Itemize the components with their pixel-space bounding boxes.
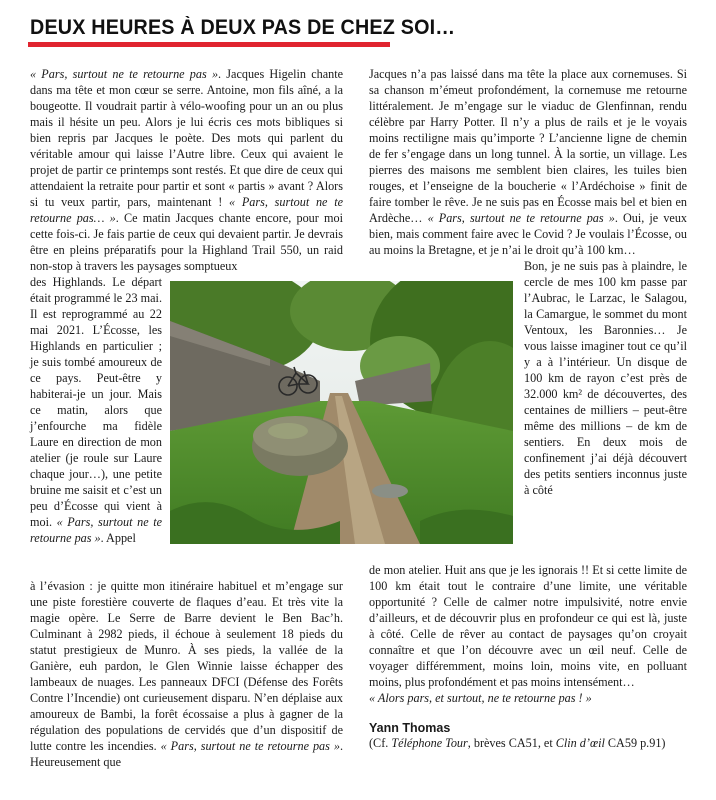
quote-2: « Pars, surtout ne te retourne pas… » — [30, 195, 343, 225]
credit-part-b: , brèves CA51, et — [467, 736, 556, 750]
right-top-tail: . Oui, je veux bien, mais comment faire avec le Covid ? Je voulais l’Écosse, ou au moins la Bretagne, et je n’ai le droit qu’à 100 km… — [369, 211, 688, 257]
left-column-wrap — [30, 274, 162, 546]
author-name: Yann Thomas — [369, 721, 451, 735]
left-column-top — [30, 66, 343, 276]
quote-5: « Pars, surtout ne te retourne pas » — [427, 211, 615, 225]
quote-4: « Pars, surtout ne te retourne pas » — [160, 739, 340, 753]
quote-3: « Pars, surtout ne te retourne pas » — [30, 515, 162, 545]
right-column-top — [369, 66, 687, 258]
closing-quote: « Alors pars, et surtout, ne te retourne pas ! » — [369, 691, 592, 705]
right-column-bottom — [369, 562, 687, 706]
right-column-wrap — [524, 258, 687, 498]
photo-illustration — [170, 281, 513, 544]
right-top-text: Jacques n’a pas laissé dans ma tête la place aux cornemuses. Si sa chanson m’émeut profondément, la cornemuse me retourne littéralement. Je m’engage sur le viaduc de Glenfinnan, rendu célèbre par Harry Potter. Il n’y a plus de rails et je le voyais moins rectiligne mais qu’importe ? L’ancienne ligne de chemin de fer s’engage dans un long tunnel. À la sortie, un village. Les pierres des maisons me semblent bien claires, les tuiles bien rouges, et l’enseigne de la boucherie « l’Ardéchoise » finit de faire tomber le rêve. Je ne suis pas en Écosse mais bel et bien en Ardèche… — [369, 67, 687, 225]
credit-line — [369, 736, 665, 751]
title-underline — [28, 42, 390, 47]
article-title: DEUX HEURES À DEUX PAS DE CHEZ SOI… — [30, 16, 456, 39]
right-top-paragraph — [369, 66, 687, 258]
text-1: . Jacques Higelin chante dans ma tête et mon cœur se serre. Antoine, mon fils aîné, a la bougeotte. Il voudrait partir à vélo-woofing pour un an ou plus mais il hésite un peu. Alors je lui écris ces mots bibliques si bien repris par Jacques le poète. Des mots qui parlent du véritable amour qui laisse l’Autre libre. Ceux qui avaient le projet de partir ce printemps sont restés. Et que dire de ceux qui attendaient la retraite pour partir et sont « partis » avant ? Alors si tu veux partir, pars, maintenant ! — [30, 67, 343, 209]
left-wrap-tail: . Appel — [100, 531, 136, 545]
left-wrap-text: des Highlands. Le départ était programmé le 23 mai. Il est reprogrammé au 22 mai 2021. L’Écosse, les Highlands en particulier ; je suis tombé amoureux de ce pays. Peut-être y habiterai-je un jour. Mais ce matin, alors que j’enfourche ma fidèle Laure en direction de mon atelier (je roule sur Laure chaque jour…), une petite bruine me saisit et c’est un peu d’Écosse qui vient à moi. — [30, 275, 162, 529]
left-top-paragraph — [30, 66, 343, 274]
left-bottom-text: à l’évasion : je quitte mon itinéraire habituel et m’engage sur une piste forestière couverte de flaques d’eau. Et très vite la magie opère. Le Serre de Barre devient le Ben Bac’h. Culminant à 2982 pieds, il échoue à seulement 18 pieds du statut prestigieux de Munro. À ses pieds, la vallée de la Ganière, euh pardon, le Glen Winnie laisse échapper des lambeaux de nuages. Les panneaux DFCI (Défense des Forêts Contre l’Incendie) ont curieusement disparu. N’en déplaise aux amoureux de Bambi, la forêt écossaise a plus à gagner de la régulation des populations de cervidés que d’un dispositif de lutte contre les incendies. — [30, 579, 343, 753]
credit-clin-doeil: Clin d’œil — [555, 736, 605, 750]
left-column-bottom — [30, 578, 343, 770]
quote-1: « Pars, surtout ne te retourne pas » — [30, 67, 219, 81]
right-wrap-text: Bon, je ne suis pas à plaindre, le cercle de mes 100 km passe par l’Aubrac, le Larzac, le Salagou, la Camargue, le sommet du mont Ventoux, les Baronnies… Je vous laisse imaginer tout ce qu’il y a à l’intérieur. Un disque de 100 km de rayon c’est près de 32.000 km² de découvertes, des centaines de milliers – peut-être même des millions – de km de sentiers. En deux mois de confinement j’ai déjà découvert des petits sentiers inconnus juste à côté — [524, 259, 687, 497]
forest-path-with-bicycle-photo — [170, 281, 513, 544]
text-2: . Ce matin Jacques chante encore, pour moi cette fois-ci. Je fais partie de ceux qui devaient partir. Je devrais être en pleins préparatifs pour la Highland Trail 550, un raid non-stop à travers les paysages somptueux — [30, 211, 343, 273]
credit-part-a: (Cf. — [369, 736, 392, 750]
credit-part-c: CA59 p.91) — [604, 736, 666, 750]
right-bottom-text: de mon atelier. Huit ans que je les ignorais !! Et si cette limite de 100 km était tout le contraire d’une limite, une véritable opportunité ? Celle de calmer notre impulsivité, notre envie d’ailleurs, et de découvrir plus en profondeur ce qui est là, juste à côté. Celle de rêver au contact de paysages qu’on croyait connaître et que l’on découvre avec un œil neuf. Celle de voyager différemment, moins loin, moins vite, en polluant moins, plus profondément et pas moins intensément… — [369, 563, 687, 689]
credit-telephone-tour: Téléphone Tour — [391, 736, 468, 750]
left-bottom-tail: . Heureusement que — [30, 739, 343, 769]
